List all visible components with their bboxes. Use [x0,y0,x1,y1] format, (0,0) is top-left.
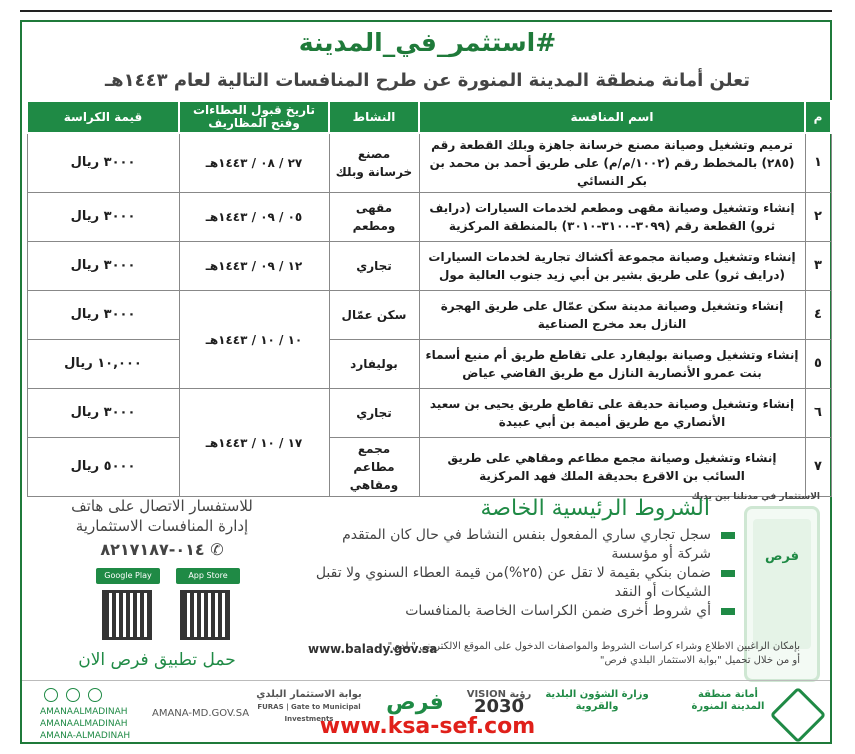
tender-activity: سكن عمّال [329,291,419,340]
vision-2030-logo [464,689,534,717]
tender-activity: مجمع مطاعم ومقاهي [329,438,419,497]
conditions-list [315,526,735,621]
tender-price: ٣٠٠٠ ريال [27,291,179,340]
condition-item: سجل تجاري ساري المفعول بنفس النشاط في حال كان المتقدم شركة أو مؤسسة [315,526,735,564]
tender-date: ١٢ / ٠٩ / ١٤٤٣هـ [179,242,329,291]
tender-name: إنشاء وتشغيل وصيانة مقهى ومطعم لخدمات السيارات (درايف ثرو) القطعة رقم (٣٠٩٩-٣١٠٠-٣٠١٠) بالمنطقة المركزية [419,193,805,242]
amana-name: أمانة منطقة المدينة المنورة [691,689,765,712]
table-row [27,193,831,242]
tender-date: ٢٧ / ٠٨ / ١٤٤٣هـ [179,133,329,193]
phone-icon: ✆ [210,540,224,559]
col-header-activity: النشاط [329,101,419,133]
portal-english: FURAS | Gate to Municipal Investments [257,703,361,723]
row-number: ٧ [805,438,831,497]
contact-phone[interactable] [32,540,292,559]
snapchat-handle[interactable]: AMANA-ALMADINAH [40,731,131,741]
tender-name: إنشاء وتشغيل وصيانة مجمع مطاعم ومقاهي على طريق السائب بن الاقرع بحديقة الملك فهد المركزية [419,438,805,497]
vision-year: 2030 [473,696,525,717]
tender-name: إنشاء وتشغيل وصيانة مجموعة أكشاك تجارية لخدمات السيارات (درايف ثرو) على طريق بشير بن أبي زيد جنوب العالية مول [419,242,805,291]
qr-code-icon [102,590,152,640]
ministry-name: وزارة الشؤون البلدية والقروية [545,689,649,712]
table-row [27,389,831,438]
row-number: ٦ [805,389,831,438]
table-row [27,291,831,340]
col-header-price: قيمة الكراسة [27,101,179,133]
tender-name: إنشاء وتشغيل وصيانة بوليفارد على تقاطع طريق أم منيع أسماء بنت عمرو الأنصارية النازل مع طريق القاضي عياض [419,340,805,389]
tender-date: ٠٥ / ٠٩ / ١٤٤٣هـ [179,193,329,242]
google-play-badge[interactable]: Google Play [96,568,160,584]
col-header-date: تاريخ قبول العطاءات وفتح المظاريف [179,101,329,133]
conditions-title: الشروط الرئيسية الخاصة [480,496,710,521]
twitter-icon[interactable] [66,688,80,702]
download-app-cta: حمل تطبيق فرص الان [78,650,236,670]
tenders-table [26,100,832,497]
table-row [27,438,831,497]
vision-label: رؤية VISION [466,689,532,700]
social-handle[interactable]: AMANAALMADINAH [40,707,128,717]
amana-website[interactable]: AMANA-MD.GOV.SA [152,708,250,719]
invest-tagline: الاستثمار في مدنلنا بين يديك [691,492,820,502]
tender-price: ١٠,٠٠٠ ريال [27,340,179,389]
tender-price: ٣٠٠٠ ريال [27,133,179,193]
col-header-name: اسم المنافسة [419,101,805,133]
hashtag-title: #استثمر_في_المدينة [298,28,557,57]
table-row [27,340,831,389]
condition-item: ضمان بنكي بقيمة لا تقل عن (٢٥%)من قيمة العطاء السنوي ولا تقبل الشيكات أو النقد [315,564,735,602]
top-rule [20,10,832,12]
watermark-url: www.ksa-sef.com [319,714,536,739]
ministry-logo [542,689,652,713]
furas-logo: فرص [386,690,444,715]
tender-name: ترميم وتشغيل وصيانة مصنع خرسانة جاهزة وبلك القطعة رقم (٢٨٥) بالمخطط رقم (١٠٠٢/م/م) على طريق أحمد بن محمد بن بكر النسائي [419,133,805,193]
instagram-handle[interactable]: AMANAALMADINAH [40,719,128,729]
col-header-num: م [805,101,831,133]
tender-price: ٣٠٠٠ ريال [27,242,179,291]
phone-screen [753,519,811,649]
table-header-row [27,101,831,133]
table-row [27,242,831,291]
row-number: ٣ [805,242,831,291]
qr-code-icon [180,590,230,640]
store-badges [96,568,246,584]
app-brand: فرص [764,549,800,564]
app-store-badge[interactable]: App Store [176,568,240,584]
row-number: ٤ [805,291,831,340]
row-number: ١ [805,133,831,193]
contact-block [32,496,292,559]
contact-line-1: للاستفسار الاتصال على هاتف [71,497,253,515]
tender-activity: بوليفارد [329,340,419,389]
tender-activity: مصنع خرسانة وبلك [329,133,419,193]
facebook-icon[interactable] [44,688,58,702]
youtube-icon[interactable] [88,688,102,702]
table-row [27,133,831,193]
conditions-section [22,492,830,684]
phone-number: ٠١٤-٨٢١٧١٨٧ [100,540,205,559]
tender-date: ١٧ / ١٠ / ١٤٤٣هـ [179,389,329,497]
tender-name: إنشاء وتشغيل وصيانة حديقة على تقاطع طريق يحيى بن سعيد الأنصاري مع طريق أميمة بن أبي عبيدة [419,389,805,438]
row-number: ٥ [805,340,831,389]
tender-activity: تجاري [329,389,419,438]
tender-price: ٥٠٠٠ ريال [27,438,179,497]
tender-name: إنشاء وتشغيل وصيانة مدينة سكن عمّال على طريق الهجرة النازل بعد مخرج الصناعية [419,291,805,340]
tender-date: ١٠ / ١٠ / ١٤٤٣هـ [179,291,329,389]
tender-price: ٣٠٠٠ ريال [27,193,179,242]
portal-name: بوابة الاستثمار البلدي [256,689,362,700]
balady-url[interactable]: www.balady.gov.sa [308,642,438,656]
tender-activity: تجاري [329,242,419,291]
contact-line-2: إدارة المنافسات الاستثمارية [75,517,249,535]
tender-activity: مقهى ومطعم [329,193,419,242]
condition-item: أي شروط أخرى ضمن الكراسات الخاصة بالمنافسات [315,602,735,621]
purchase-note: بإمكان الراغبين الاطلاع وشراء كراسات الشروط والمواصفات الدخول على الموقع الالكتروني "بلدي" أو من خلال تحميل "بوابة الاستثمار البلدي فرص" [387,641,800,666]
row-number: ٢ [805,193,831,242]
tender-price: ٣٠٠٠ ريال [27,389,179,438]
announcement-subtitle: تعلن أمانة منطقة المدينة المنورة عن طرح المنافسات التالية لعام ١٤٤٣هـ [104,70,750,91]
